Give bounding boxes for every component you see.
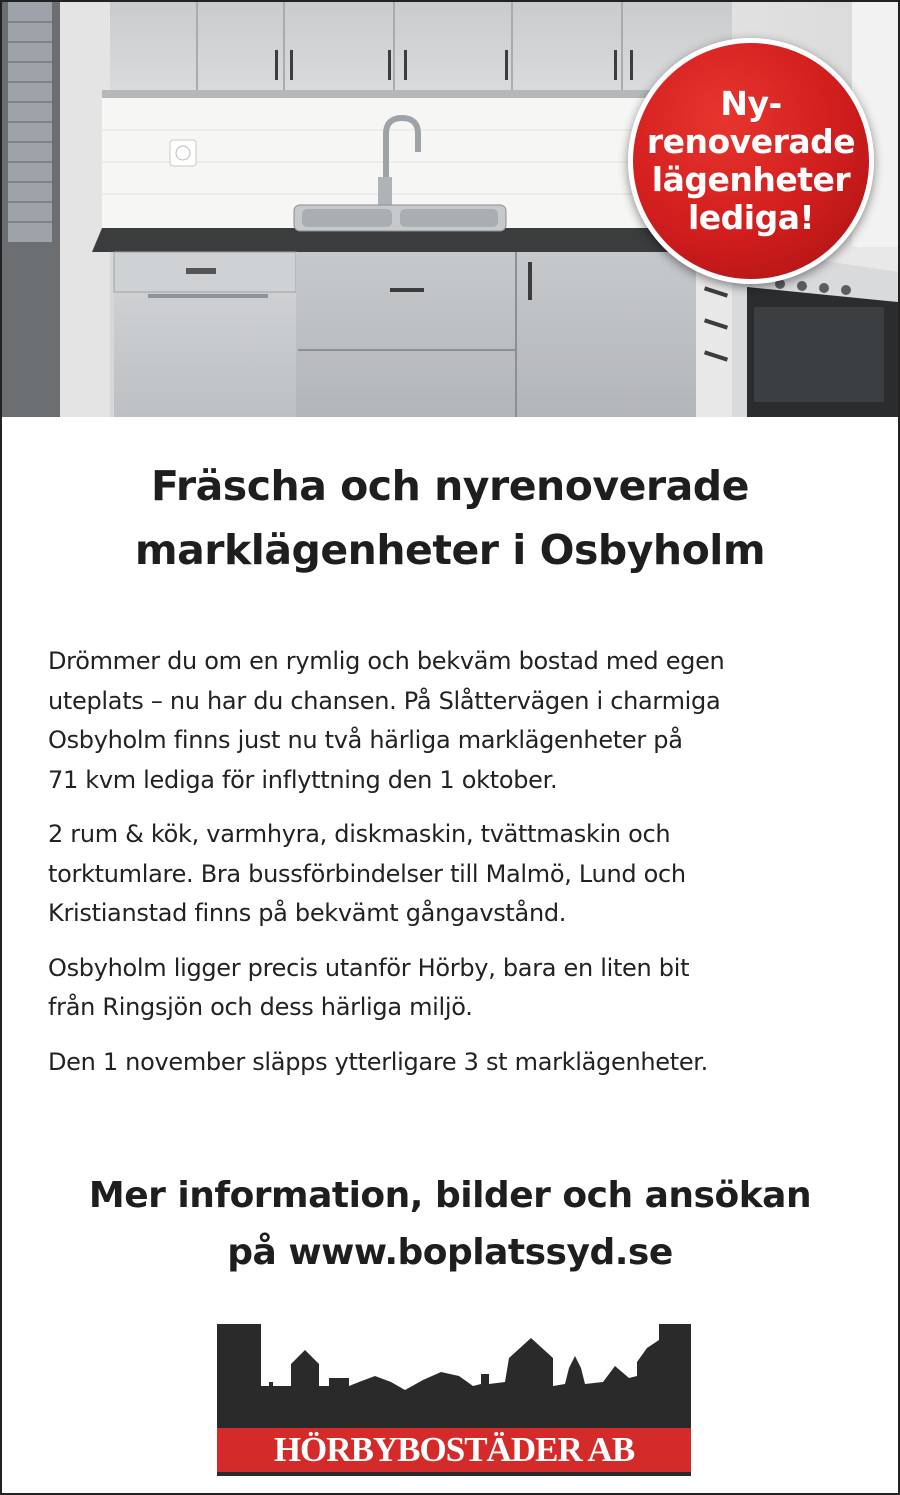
offer-badge [628, 38, 874, 284]
paragraph-line: uteplats – nu har du chansen. På Slåttervägen i charmiga [48, 686, 721, 715]
paragraph-line: från Ringsjön och dess härliga miljö. [48, 993, 473, 1021]
body-text [48, 642, 868, 1097]
paragraph-line: Kristianstad finns på bekvämt gångavstånd. [48, 899, 567, 927]
paragraph-line: 2 rum & kök, varmhyra, diskmaskin, tvättmaskin och [48, 820, 671, 848]
call-to-action [2, 1167, 898, 1281]
paragraph-line: torktumlare. Bra bussförbindelser till Malmö, Lund och [48, 859, 686, 888]
headline [2, 454, 898, 582]
paragraph-line: Drömmer du om en rymlig och bekväm bostad med egen [48, 647, 725, 675]
badge-text: Ny- renoverade lägenheter lediga! [646, 84, 856, 237]
paragraph-line: 71 kvm lediga för inflyttning den 1 oktober. [48, 765, 558, 794]
paragraph-line: Den 1 november släpps ytterligare 3 st marklägenheter. [48, 1047, 708, 1076]
cta-line-2[interactable]: på www.boplatssyd.se [227, 1232, 673, 1273]
paragraph-4 [48, 1043, 868, 1083]
company-name: HÖRBYBOSTÄDER AB [273, 1430, 635, 1469]
paragraph-line: Osbyholm finns just nu två härliga marklägenheter på [48, 726, 683, 754]
paragraph-2 [48, 815, 868, 934]
cta-line-1: Mer information, bilder och ansökan [88, 1175, 812, 1216]
company-logo [209, 1324, 699, 1476]
paragraph-3 [48, 949, 868, 1028]
paragraph-1 [48, 642, 868, 800]
headline-line-2: marklägenheter i Osbyholm [134, 526, 766, 574]
headline-line-1: Fräscha och nyrenoverade [151, 462, 749, 510]
paragraph-line: Osbyholm ligger precis utanför Hörby, bara en liten bit [48, 953, 690, 982]
